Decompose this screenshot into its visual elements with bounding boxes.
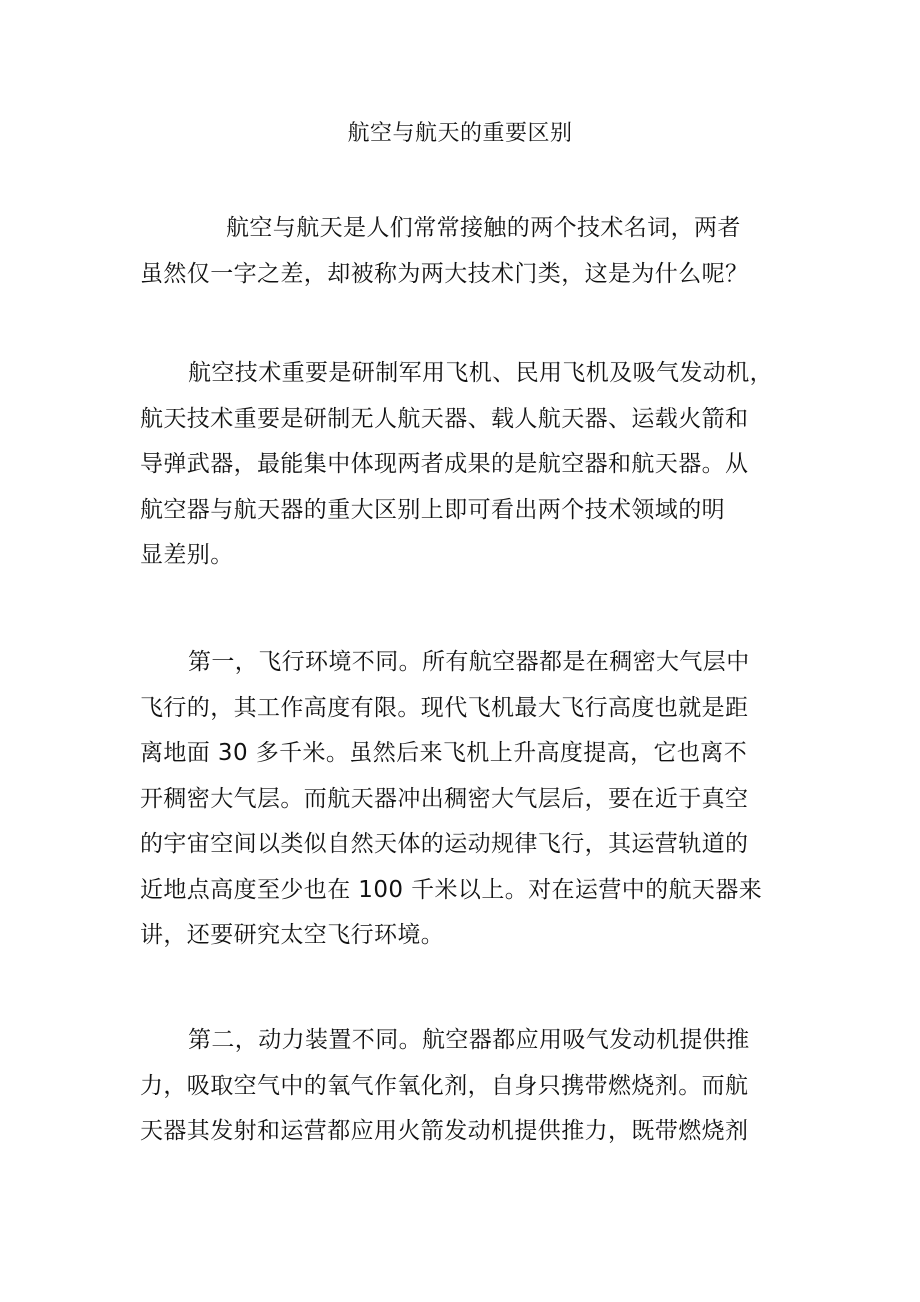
paragraph-line: 力，吸取空气中的氧气作氧化剂，自身只携带燃烧剂。而航 (140, 1072, 749, 1099)
paragraph-line: 近地点高度至少也在 100 千米以上。对在运营中的航天器来 (140, 876, 763, 903)
paragraph-line: 虽然仅一字之差，却被称为两大技术门类，这是为什么呢？ (140, 260, 749, 287)
paragraph-line: 导弹武器，最能集中体现两者成果的是航空器和航天器。从 (140, 451, 749, 477)
paragraph-line: 的宇宙空间以类似自然天体的运动规律飞行，其运营轨道的 (140, 831, 749, 857)
paragraph-line: 第二，动力装置不同。航空器都应用吸气发动机提供推 (188, 1027, 750, 1053)
document-title: 航空与航天的重要区别 (347, 121, 573, 146)
paragraph-line: 航空器与航天器的重大区别上即可看出两个技术领域的明 (140, 496, 725, 523)
paragraph-line: 航空技术重要是研制军用飞机、民用飞机及吸气发动机， (188, 360, 773, 386)
paragraph-line: 显差别。 (140, 542, 234, 568)
paragraph-power-plant (140, 1018, 790, 1155)
paragraph-line: 天器其发射和运营都应用火箭发动机提供推力，既带燃烧剂 (140, 1118, 749, 1144)
paragraph-line: 第一，飞行环境不同。所有航空器都是在稠密大气层中 (188, 649, 750, 675)
paragraph-line: 飞行的，其工作高度有限。现代飞机最大飞行高度也就是距 (140, 694, 749, 721)
paragraph-line: 开稠密大气层。而航天器冲出稠密大气层后，要在近于真空 (140, 785, 749, 812)
paragraph-line: 航天技术重要是研制无人航天器、载人航天器、运载火箭和 (140, 405, 749, 432)
paragraph-flight-environment (140, 640, 790, 959)
paragraph-line: 离地面 30 多千米。虽然后来飞机上升高度提高，它也离不 (140, 740, 748, 766)
paragraph-line: 航空与航天是人们常常接触的两个技术名词，两者 (226, 215, 741, 241)
paragraph-intro (140, 206, 790, 297)
paragraph-overview (140, 351, 790, 579)
paragraph-line: 讲，还要研究太空飞行环境。 (140, 922, 445, 948)
